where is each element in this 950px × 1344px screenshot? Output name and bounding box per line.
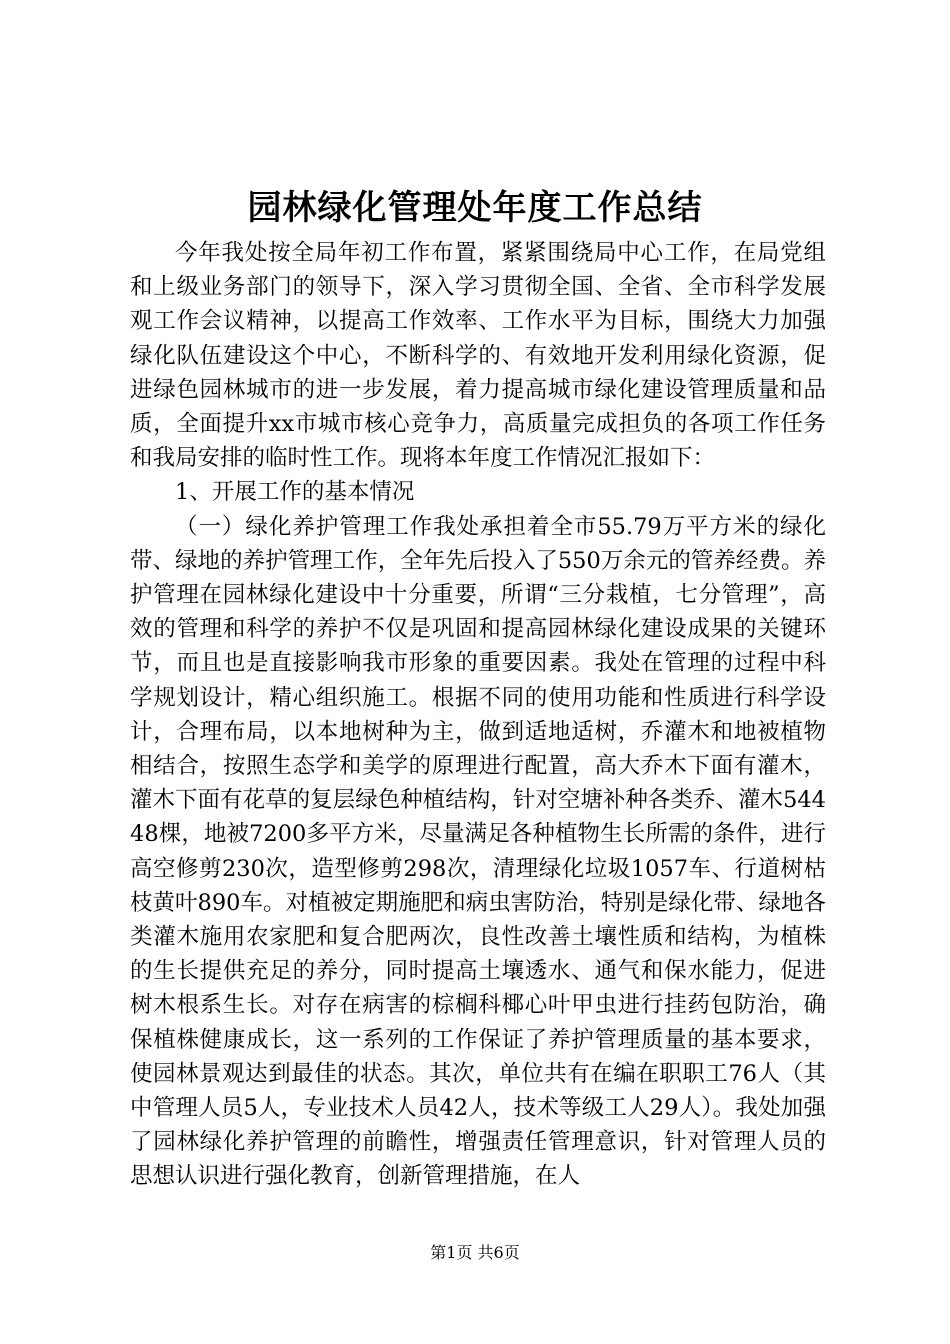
page-title: 园林绿化管理处年度工作总结	[247, 188, 703, 228]
section-paragraph: （一）绿化养护管理工作我处承担着全市55.79万平方米的绿化带、绿地的养护管理工作，全年先后投入了550万余元的管养经费。养护管理在园林绿化建设中十分重要，所谓“三分栽植，七分管理”，高效的管理和科学的养护不仅是巩固和提高园林绿化建设成果的关键环节，而且也是直接影响我市形象的重要因素。我处在管理的过程中科学规划设计，精心组织施工。根据不同的使用功能和性质进行科学设计，合理布局，以本地树种为主，做到适地适树，乔灌木和地被植物相结合，按照生态学和美学的原理进行配置，高大乔木下面有灌木，灌木下面有花草的复层绿色种植结构，针对空塘补种各类乔、灌木54448棵，地被7200多平方米，尽量满足各种植物生长所需的条件，进行高空修剪230次，造型修剪298次，清理绿化垃圾1057车、行道树枯枝黄叶890车。对植被定期施肥和病虫害防治，特别是绿化带、绿地各类灌木施用农家肥和复合肥两次，良性改善土壤性质和结构，为植株的生长提供充足的养分，同时提高土壤透水、通气和保水能力，促进树木根系生长。对存在病害的棕榈科椰心叶甲虫进行挂药包防治，确保植株健康成长，这一系列的工作保证了养护管理质量的基本要求，使园林景观达到最佳的状态。其次，单位共有在编在职职工76人（其中管理人员5人，专业技术人员42人，技术等级工人29人）。我处加强了园林绿化养护管理的前瞻性，增强责任管理意识，针对管理人员的思想认识进行强化教育，创新管理措施，在人	[130, 513, 826, 1190]
section-heading: 1、开展工作的基本情况	[175, 479, 415, 506]
document-body	[130, 236, 826, 1194]
page-footer: 第1页 共6页	[430, 1243, 520, 1262]
intro-paragraph: 今年我处按全局年初工作布置，紧紧围绕局中心工作，在局党组和上级业务部门的领导下，深入学习贯彻全国、全省、全市科学发展观工作会议精神，以提高工作效率、工作水平为目标，围绕大力加强绿化队伍建设这个中心，不断科学的、有效地开发利用绿化资源，促进绿色园林城市的进一步发展，着力提高城市绿化建设管理质量和品质，全面提升xx市城市核心竞争力，高质量完成担负的各项工作任务和我局安排的临时性工作。现将本年度工作情况汇报如下：	[130, 240, 826, 472]
